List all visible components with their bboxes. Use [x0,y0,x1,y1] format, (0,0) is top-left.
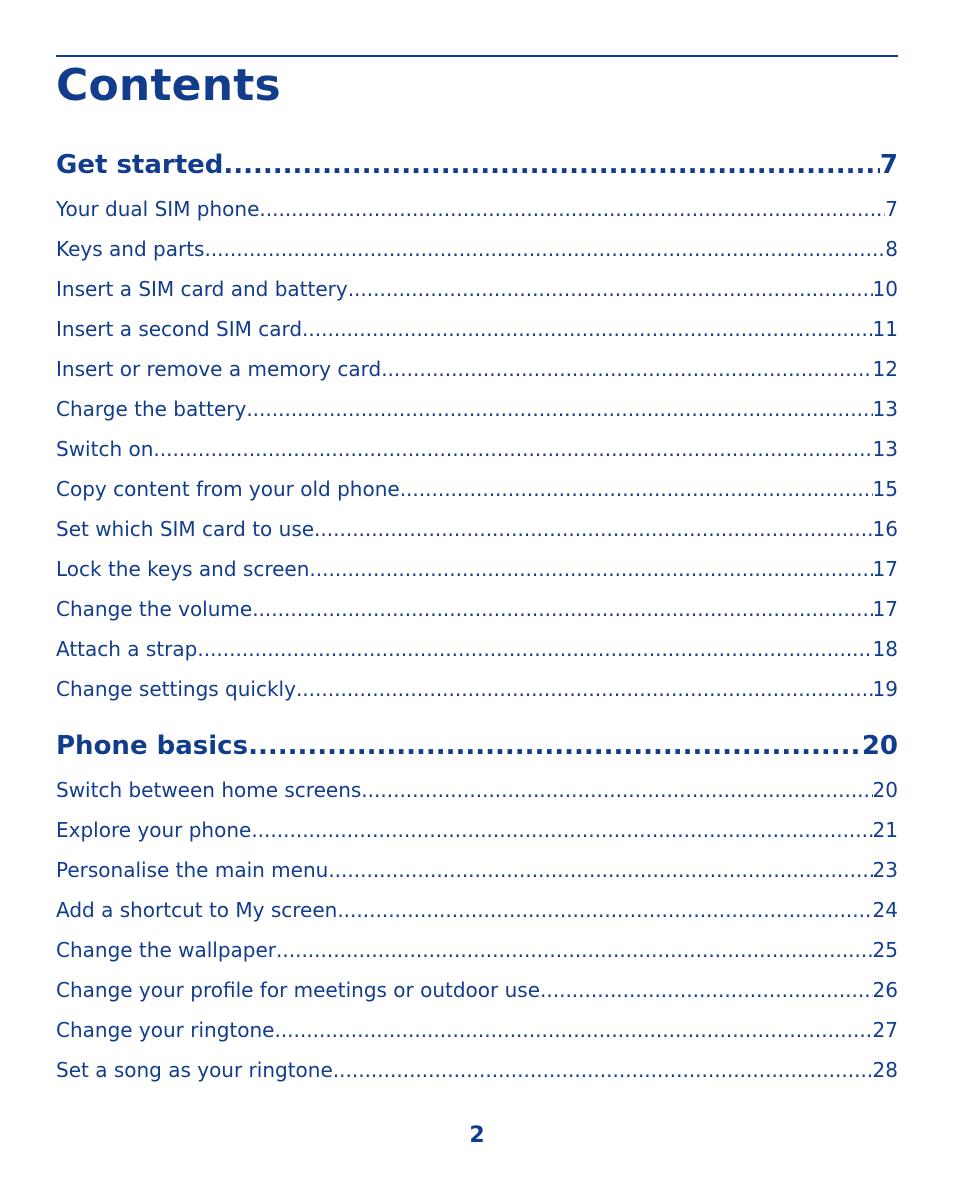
toc-section-title: Get started [56,150,224,180]
toc-leader-dots [259,196,885,222]
toc-entry[interactable] [56,777,898,803]
toc-entry[interactable] [56,1017,898,1043]
toc-leader-dots [276,937,873,963]
toc-entry-title: Change the volume [56,597,253,621]
toc-entry-page: 17 [872,597,898,621]
toc-leader-dots [381,356,872,382]
toc-entry-page: 17 [872,557,898,581]
toc-entry-page: 26 [872,978,898,1002]
toc-leader-dots [252,596,872,622]
toc-entry[interactable] [56,676,898,702]
toc-entry-page: 28 [872,1058,898,1082]
toc-entry[interactable] [56,476,898,502]
toc-entry-title: Insert a second SIM card [56,317,303,341]
toc-entry[interactable] [56,236,898,262]
toc-entry-title: Lock the keys and screen [56,557,310,581]
toc-entry-page: 15 [872,477,898,501]
toc-leader-dots [333,1057,873,1083]
toc-entry[interactable] [56,937,898,963]
toc-entry-page: 12 [872,357,898,381]
toc-entry-title: Set a song as your ringtone [56,1058,333,1082]
toc-entry-page: 20 [872,778,898,802]
toc-leader-dots [251,817,872,843]
toc-leader-dots [400,476,873,502]
toc-section-get-started[interactable] [56,148,898,182]
toc-leader-dots [309,556,872,582]
toc-entry-page: 23 [872,858,898,882]
toc-entry-title: Set which SIM card to use [56,517,315,541]
toc-entry-page: 19 [872,677,898,701]
toc-entry[interactable] [56,817,898,843]
toc-leader-dots [153,436,872,462]
toc-leader-dots [296,676,873,702]
toc-entry[interactable] [56,857,898,883]
toc-entry-title: Change settings quickly [56,677,296,701]
toc-entry[interactable] [56,436,898,462]
toc-section-page: 20 [861,731,898,761]
toc-entry-title: Explore your phone [56,818,252,842]
toc-entry[interactable] [56,596,898,622]
toc-entry-title: Change the wallpaper [56,938,277,962]
toc-section-phone-basics[interactable] [56,729,898,763]
toc-leader-dots [540,977,873,1003]
toc-entry-page: 18 [872,637,898,661]
toc-leader-dots [248,729,862,763]
toc-entry[interactable] [56,276,898,302]
toc-entry-page: 25 [872,938,898,962]
toc-entry-page: 13 [872,437,898,461]
toc-leader-dots [223,148,880,182]
toc-entry-title: Charge the battery [56,397,247,421]
toc-entry-title: Your dual SIM phone [56,197,260,221]
toc-entry-title: Personalise the main menu [56,858,329,882]
toc-entry[interactable] [56,1057,898,1083]
toc-leader-dots [328,857,872,883]
toc-entry[interactable] [56,396,898,422]
toc-leader-dots [274,1017,872,1043]
toc-section-title: Phone basics [56,731,249,761]
toc-section-page: 7 [879,150,898,180]
toc-entry[interactable] [56,516,898,542]
toc-entry-title: Insert or remove a memory card [56,357,382,381]
toc-entry-title: Change your ringtone [56,1018,275,1042]
toc-entry-title: Attach a strap [56,637,198,661]
toc-entry-page: 16 [872,517,898,541]
toc-entry-title: Insert a SIM card and battery [56,277,348,301]
toc-leader-dots [302,316,873,342]
toc-entry[interactable] [56,636,898,662]
top-divider [56,55,898,57]
toc-entry-title: Add a shortcut to My screen [56,898,338,922]
toc-entry-page: 10 [872,277,898,301]
page-title: Contents [56,60,281,111]
toc-leader-dots [361,777,872,803]
toc-entry[interactable] [56,196,898,222]
toc-entry-page: 13 [872,397,898,421]
document-page [56,0,898,1180]
toc-leader-dots [197,636,872,662]
toc-entry-page: 24 [872,898,898,922]
toc-leader-dots [314,516,873,542]
toc-entry-title: Copy content from your old phone [56,477,400,501]
toc-entry[interactable] [56,897,898,923]
page-number: 2 [469,1123,485,1148]
toc-entry-page: 21 [872,818,898,842]
toc-entry-page: 11 [872,317,898,341]
toc-entry[interactable] [56,556,898,582]
toc-leader-dots [337,897,872,923]
toc-entry[interactable] [56,316,898,342]
toc-entry-page: 7 [885,197,898,221]
toc-entry-page: 27 [872,1018,898,1042]
toc-entry-title: Change your profile for meetings or outdoor use [56,978,541,1002]
toc-entry-title: Keys and parts [56,237,205,261]
toc-entry-title: Switch on [56,437,154,461]
toc-entry-page: 8 [885,237,898,261]
toc-leader-dots [204,236,885,262]
toc-leader-dots [246,396,872,422]
toc-entry[interactable] [56,356,898,382]
toc-leader-dots [348,276,873,302]
toc-entry[interactable] [56,977,898,1003]
toc-entry-title: Switch between home screens [56,778,362,802]
